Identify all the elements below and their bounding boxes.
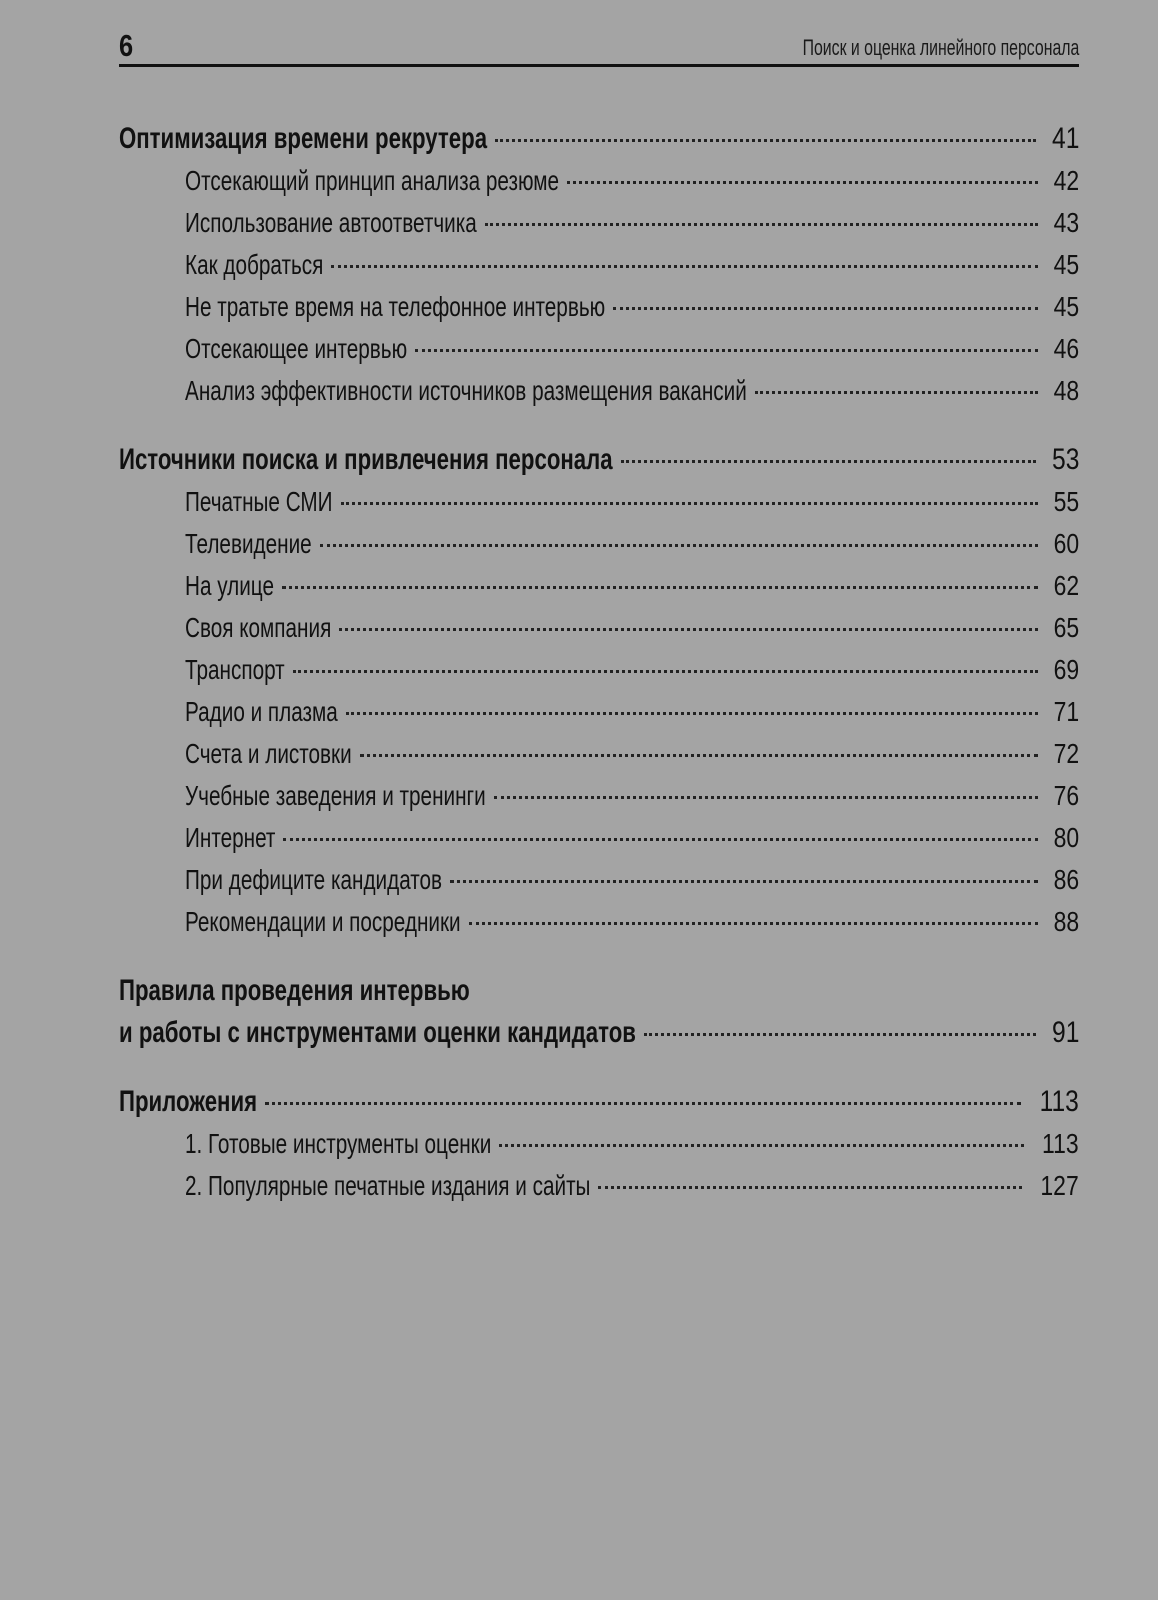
leader-dots: [495, 139, 1036, 142]
toc-entry-title: Анализ эффективности источников размещения вакансий: [185, 375, 747, 406]
toc-entry: [119, 1165, 1079, 1207]
toc-entry-page: 46: [1053, 333, 1079, 364]
toc-entry-title: Печатные СМИ: [185, 486, 333, 517]
toc-entry-page: 80: [1053, 822, 1079, 853]
toc-entry: [119, 202, 1079, 244]
leader-dots: [755, 391, 1038, 394]
toc-entry-page: 113: [1039, 1085, 1079, 1118]
leader-dots: [567, 181, 1038, 184]
leader-dots: [341, 502, 1038, 505]
leader-dots: [485, 223, 1038, 226]
toc-entry-title: Отсекающий принцип анализа резюме: [185, 165, 560, 196]
toc-entry: [119, 370, 1079, 412]
toc-entry-title: Транспорт: [185, 654, 285, 685]
running-title: Поиск и оценка линейного персонала: [802, 35, 1079, 60]
leader-dots: [360, 754, 1038, 757]
toc-entry-page: 45: [1053, 249, 1079, 280]
toc-entry-title: Радио и плазма: [185, 696, 338, 727]
toc-entry-page: 113: [1042, 1128, 1079, 1159]
toc-entry: [119, 160, 1079, 202]
toc-entry-title: Учебные заведения и тренинги: [185, 780, 486, 811]
toc-entry-page: 43: [1053, 207, 1079, 238]
toc-entry-title: Приложения: [119, 1085, 258, 1118]
toc-entry: [119, 1081, 1079, 1123]
leader-dots: [346, 712, 1038, 715]
leader-dots: [469, 922, 1038, 925]
toc-entry-page: 65: [1053, 612, 1079, 643]
toc-entry: [119, 481, 1079, 523]
leader-dots: [450, 880, 1038, 883]
leader-dots: [282, 586, 1038, 589]
toc-entry-title: Отсекающее интервью: [185, 333, 408, 364]
toc-entry: [119, 775, 1079, 817]
toc-entry-title: 2. Популярные печатные издания и сайты: [185, 1170, 591, 1201]
toc-entry-page: 48: [1053, 375, 1079, 406]
toc-entry-title: Телевидение: [185, 528, 312, 559]
toc-entry: [119, 286, 1079, 328]
toc-entry: [119, 649, 1079, 691]
leader-dots: [320, 544, 1038, 547]
toc-entry-title: Использование автоответчика: [185, 207, 477, 238]
toc-entry-title: Как добраться: [185, 249, 324, 280]
leader-dots: [283, 838, 1037, 841]
toc-entry: [119, 1012, 1079, 1054]
toc-entry-title: Рекомендации и посредники: [185, 906, 461, 937]
toc-entry-page: 55: [1053, 486, 1079, 517]
leader-dots: [598, 1186, 1022, 1189]
toc-entry-title: Счета и листовки: [185, 738, 352, 769]
toc-entry-page: 69: [1053, 654, 1079, 685]
toc-entry-page: 127: [1040, 1170, 1079, 1201]
leader-dots: [339, 628, 1038, 631]
table-of-contents: [119, 118, 1079, 1234]
toc-section-interview-rules: [119, 970, 1079, 1054]
toc-entry: [119, 859, 1079, 901]
toc-entry-page: 62: [1053, 570, 1079, 601]
toc-entry: [119, 1123, 1079, 1165]
toc-entry-page: 71: [1053, 696, 1079, 727]
page-number: 6: [119, 28, 134, 63]
leader-dots: [415, 349, 1038, 352]
toc-entry-page: 60: [1053, 528, 1079, 559]
toc-entry: [119, 523, 1079, 565]
toc-entry-page: 76: [1053, 780, 1079, 811]
toc-entry: [119, 118, 1079, 160]
toc-section-appendices: [119, 1081, 1079, 1207]
leader-dots: [494, 796, 1038, 799]
toc-entry: [119, 817, 1079, 859]
toc-entry: [119, 901, 1079, 943]
toc-entry-title-line: [119, 970, 1079, 1012]
leader-dots: [331, 265, 1038, 268]
toc-entry-page: 42: [1053, 165, 1079, 196]
leader-dots: [499, 1144, 1024, 1147]
toc-entry-title: Не тратьте время на телефонное интервью: [185, 291, 606, 322]
toc-entry: [119, 733, 1079, 775]
leader-dots: [621, 460, 1036, 463]
leader-dots: [644, 1033, 1036, 1036]
toc-entry: [119, 607, 1079, 649]
leader-dots: [265, 1102, 1021, 1105]
leader-dots: [293, 670, 1038, 673]
toc-entry-title: Интернет: [185, 822, 276, 853]
toc-entry: [119, 691, 1079, 733]
toc-entry-title: При дефиците кандидатов: [185, 864, 443, 895]
toc-entry-page: 91: [1051, 1016, 1079, 1049]
toc-entry-page: 53: [1051, 443, 1079, 476]
toc-entry: [119, 565, 1079, 607]
toc-entry-title: Своя компания: [185, 612, 332, 643]
toc-entry-title: Правила проведения интервью: [119, 974, 470, 1007]
toc-entry: [119, 328, 1079, 370]
toc-entry: [119, 439, 1079, 481]
toc-section-sources: [119, 439, 1079, 943]
toc-entry-page: 86: [1053, 864, 1079, 895]
leader-dots: [613, 307, 1038, 310]
toc-entry: [119, 244, 1079, 286]
toc-section-recruiter-time: [119, 118, 1079, 412]
toc-entry-page: 72: [1053, 738, 1079, 769]
toc-entry-title: 1. Готовые инструменты оценки: [185, 1128, 492, 1159]
toc-entry-title: и работы с инструментами оценки кандидатов: [119, 1016, 636, 1049]
toc-entry-page: 88: [1053, 906, 1079, 937]
toc-entry-title: На улице: [185, 570, 274, 601]
toc-entry-title: Оптимизация времени рекрутера: [119, 122, 488, 155]
toc-entry-page: 45: [1053, 291, 1079, 322]
header-rule: [119, 64, 1079, 67]
toc-entry-title: Источники поиска и привлечения персонала: [119, 443, 613, 476]
toc-entry-page: 41: [1051, 122, 1079, 155]
